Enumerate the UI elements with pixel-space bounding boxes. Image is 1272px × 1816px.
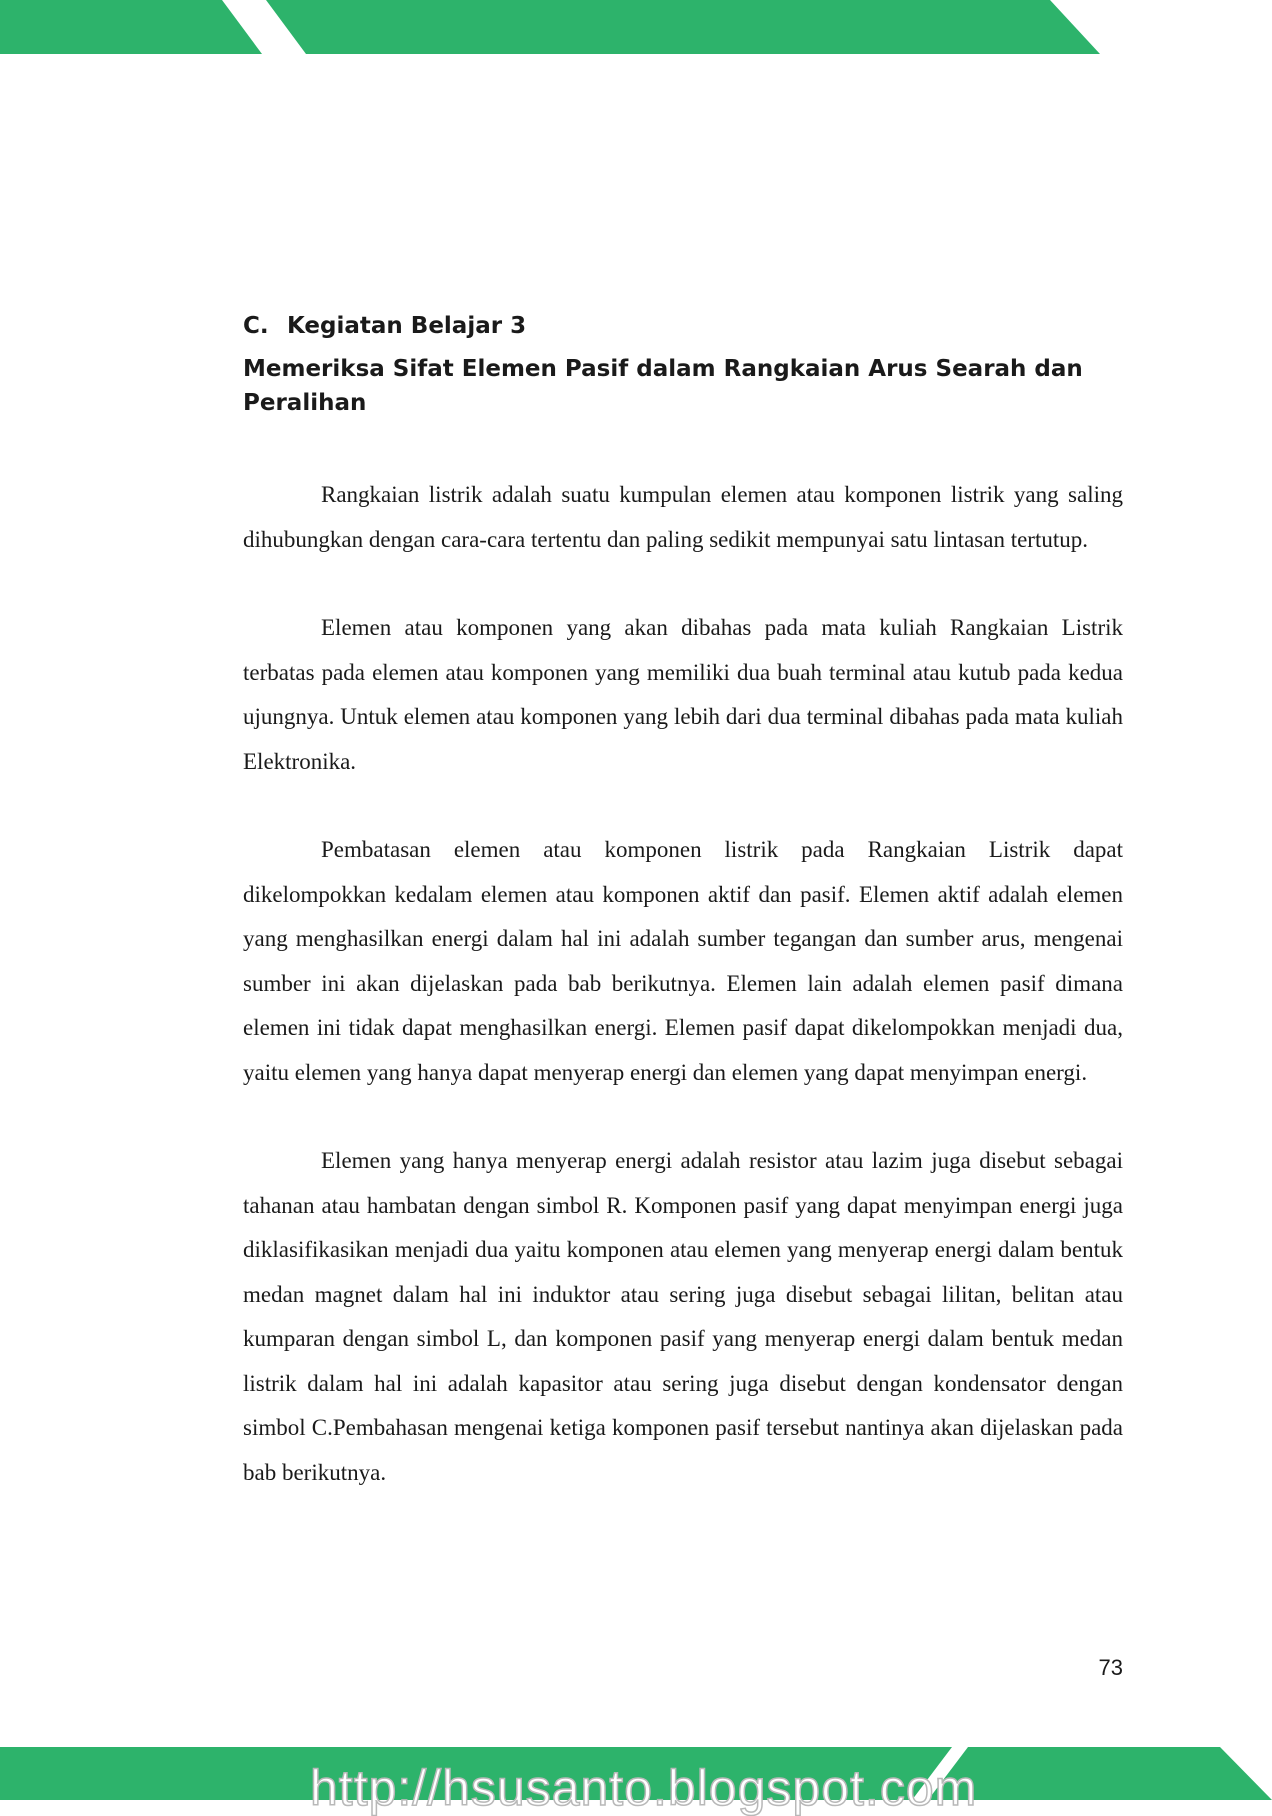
watermark-url: http://hsusanto.blogspot.com xyxy=(310,1760,978,1816)
header-band xyxy=(0,0,1272,60)
header-band-right xyxy=(266,0,1100,54)
body-paragraph: Elemen atau komponen yang akan dibahas pada mata kuliah Rangkaian Listrik terbatas pada elemen atau komponen yang memiliki dua buah terminal atau kutub pada kedua ujungnya. Untuk elemen atau komponen yang lebih dari dua terminal dibahas pada mata kuliah Elektronika. xyxy=(243,615,1123,774)
section-heading xyxy=(243,300,1123,352)
body-paragraph: Pembatasan elemen atau komponen listrik pada Rangkaian Listrik dapat dikelompokkan kedalam elemen atau komponen aktif dan pasif. Elemen aktif adalah elemen yang menghasilkan energi dalam hal ini adalah sumber tegangan dan sumber arus, mengenai sumber ini akan dijelaskan pada bab berikutnya. Elemen lain adalah elemen pasif dimana elemen ini tidak dapat menghasilkan energi. Elemen pasif dapat dikelompokkan menjadi dua, yaitu elemen yang hanya dapat menyerap energi dan elemen yang dapat menyimpan energi. xyxy=(243,837,1123,1085)
body-paragraph: Elemen yang hanya menyerap energi adalah resistor atau lazim juga disebut sebagai tahanan atau hambatan dengan simbol R. Komponen pasif yang dapat menyimpan energi juga diklasifikasikan menjadi dua yaitu komponen atau elemen yang menyerap energi dalam bentuk medan magnet dalam hal ini induktor atau sering juga disebut sebagai lilitan, belitan atau kumparan dengan simbol L, dan komponen pasif yang menyerap energi dalam bentuk medan listrik dalam hal ini adalah kapasitor atau sering juga disebut dengan kondensator dengan simbol C.Pembahasan mengenai ketiga komponen pasif tersebut nantinya akan dijelaskan pada bab berikutnya. xyxy=(243,1148,1123,1485)
section-title: Kegiatan Belajar 3 xyxy=(287,313,527,339)
footer-band-right xyxy=(928,1747,1272,1800)
body-paragraph: Rangkaian listrik adalah suatu kumpulan elemen atau komponen listrik yang saling dihubungkan dengan cara-cara tertentu dan paling sedikit mempunyai satu lintasan tertutup. xyxy=(243,482,1123,552)
page-content xyxy=(243,300,1123,1495)
section-subtitle: Memeriksa Sifat Elemen Pasif dalam Rangkaian Arus Searah dan Peralihan xyxy=(243,356,1083,416)
header-band-left xyxy=(0,0,262,54)
section-letter: C. xyxy=(243,313,269,339)
page-number: 73 xyxy=(1098,1655,1123,1680)
